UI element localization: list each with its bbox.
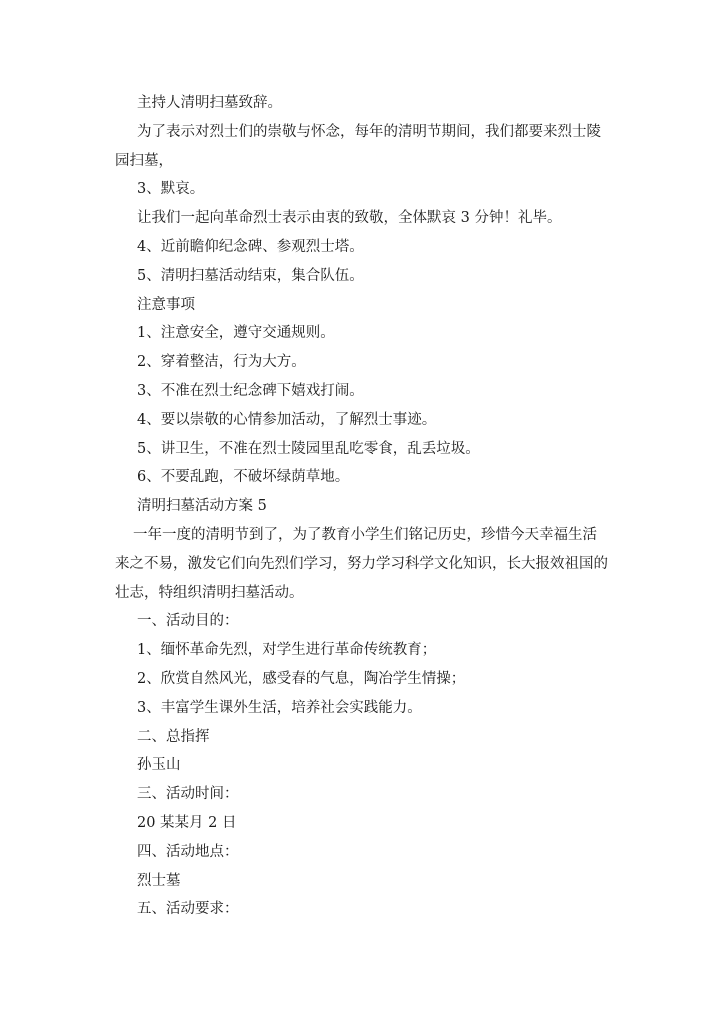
- section-heading: 二、总指挥: [137, 728, 210, 745]
- list-item: 3、不准在烈士纪念碑下嬉戏打闹。: [137, 382, 364, 399]
- list-item: 5、清明扫墓活动结束，集合队伍。: [137, 267, 364, 284]
- section-heading: 注意事项: [137, 296, 195, 313]
- paragraph-line: 孙玉山: [137, 757, 181, 774]
- paragraph-line: 来之不易，激发它们向先烈们学习，努力学习科学文化知识，长大报效祖国的: [115, 555, 608, 572]
- section-heading: 三、活动时间：: [137, 786, 239, 803]
- list-item: 3、丰富学生课外生活，培养社会实践能力。: [137, 699, 422, 716]
- list-item: 5、讲卫生，不准在烈士陵园里乱吃零食，乱丢垃圾。: [137, 440, 480, 457]
- paragraph-line: 烈士墓: [137, 872, 181, 889]
- list-item: 1、缅怀革命先烈，对学生进行革命传统教育；: [137, 642, 437, 659]
- list-item: 6、不要乱跑，不破坏绿荫草地。: [137, 469, 350, 486]
- paragraph-line: 为了表示对烈士们的崇敬与怀念，每年的清明节期间，我们都要来烈士陵: [137, 123, 601, 140]
- paragraph-line: 让我们一起向革命烈士表示由衷的致敬，全体默哀 3 分钟！礼毕。: [137, 210, 562, 227]
- paragraph-line: 一年一度的清明节到了，为了教育小学生们铭记历史，珍惜今天幸福生活: [133, 526, 597, 543]
- host-speech-line: 主持人清明扫墓致辞。: [137, 95, 282, 111]
- section-heading: 清明扫墓活动方案 5: [137, 498, 267, 515]
- list-item: 1、注意安全，遵守交通规则。: [137, 325, 335, 342]
- paragraph-line: 园扫墓，: [115, 152, 173, 169]
- section-heading: 四、活动地点：: [137, 843, 239, 860]
- list-item: 3、默哀。: [137, 181, 205, 198]
- list-item: 2、穿着整洁，行为大方。: [137, 354, 306, 371]
- list-item: 4、要以崇敬的心情参加活动，了解烈士事迹。: [137, 411, 437, 428]
- list-item: 2、欣赏自然风光，感受春的气息，陶冶学生情操；: [137, 670, 466, 687]
- paragraph-line: 20 某某月 2 日: [137, 814, 237, 831]
- section-heading: 一、活动目的：: [137, 613, 239, 630]
- paragraph-line: 壮志，特组织清明扫墓活动。: [115, 584, 304, 601]
- section-heading: 五、活动要求：: [137, 901, 239, 918]
- list-item: 4、近前瞻仰纪念碑、参观烈士塔。: [137, 238, 364, 255]
